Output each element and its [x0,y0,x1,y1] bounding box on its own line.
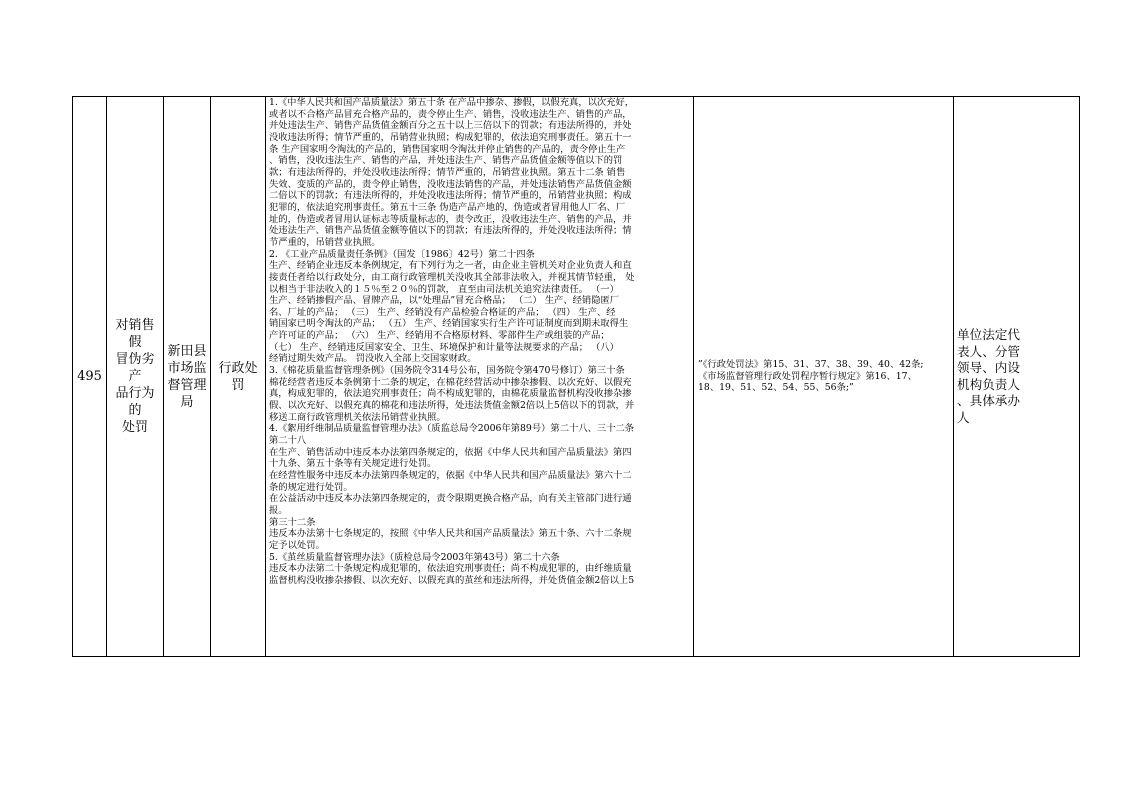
text-line: 失效、变质的产品的，责令停止销售，没收违法销售的产品，并处违法销售产品货值金额 [269,178,632,190]
text-line: 3.《棉花质量监督管理条例》（国务院令314号公布，国务院令第470号修订）第三十条 [269,365,625,377]
item-name-cell [107,97,164,657]
text-line: 市场监 [167,360,207,376]
category-label [214,360,262,394]
text-line: 条的规定进行处罚。 [269,481,353,493]
text-line: （七） 生产、经销违反国家安全、卫生、环境保护和计量等法规要求的产品； （八） [269,341,619,353]
text-line: 经销过期失效产品。 罚没收入全部上交国家财政。 [269,353,477,365]
text-line: 报。 [269,504,288,516]
text-line: 5.《茧丝质量监督管理办法》（质检总局令2003年第43号）第二十六条 [269,551,560,563]
text-line: 在生产、销售活动中违反本办法第四条规定的，依据《中华人民共和国产品质量法》第四 [269,446,632,458]
text-line: 址的，伪造或者冒用认证标志等质量标志的，责令改正，没收违法生产、销售的产品，并 [269,213,632,225]
row-number: 495 [73,97,107,657]
responsible-party-cell [954,97,1080,657]
text-line: 人 [957,409,970,425]
department-cell [164,97,211,657]
text-line: 处罚 [121,420,148,435]
text-line: 罚 [231,377,245,393]
text-line: 、具体承办 [957,393,1020,408]
text-line: 机构负责人 [957,376,1020,392]
responsible-party-text [957,327,1076,426]
text-line: 条 生产国家明令淘汰的产品的，销售国家明令淘汰并停止销售的产品的，责令停止生产 [269,143,626,155]
text-line: 产许可证的产品； （六） 生产、经销用不合格原材料、零部件生产或组装的产品； [269,330,610,342]
text-line: 没收违法所得；情节严重的，吊销营业执照；构成犯罪的，依法追究刑事责任。第五十一 [269,131,632,143]
text-line: 接责任者给以行政处分，由工商行政管理机关没收其全部非法收入，并视其情节轻重， 处 [269,271,635,283]
table-row [73,97,1080,657]
text-line: 违反本办法第十七条规定的，按照《中华人民共和国产品质量法》第五十条、六十二条规 [269,528,632,540]
legal-basis-cell [266,97,694,657]
text-line: 第三十二条 [269,516,316,528]
text-line: 节严重的，吊销营业执照。 [269,236,381,248]
text-line: 生产、经销掺假产品、冒牌产品，以“处理品”冒充合格品； （二） 生产、经销隐匿厂 [269,295,620,307]
text-line: 并处违法生产、销售产品货值金额百分之五十以上三倍以下的罚款；有违法所得的，并处 [269,120,632,132]
discretion-standard-cell [694,97,954,657]
text-line: 表人、分管 [957,343,1020,359]
text-line: 真，构成犯罪的，依法追究刑事责任；尚不构成犯罪的，由棉花质量监督机构没收掺杂掺 [269,388,632,400]
discretion-standard-text [698,359,949,393]
text-line: 销国家已明令淘汰的产品； （五） 生产、经销国家实行生产许可证制度而到期未取得生 [269,318,629,330]
text-line: 2. 《工业产品质量责任条例》（国发〔1986〕42号）第二十四条 [269,248,535,260]
text-line: 局 [180,394,194,410]
text-line: 犯罪的，依法追究刑事责任。第五十三条 伪造产品产地的，伪造或者冒用他人厂名、厂 [269,201,626,213]
text-line: 款；有违法所得的，并处没收违法所得；情节严重的，吊销营业执照。第五十二条 销售 [269,166,626,178]
text-line: 处违法生产、销售产品货值金额等值以下的罚款；有违法所得的，并处没收违法所得；情 [269,225,632,237]
department-name [167,343,207,411]
text-line: 名、厂址的产品； （三） 生产、经销没有产品检验合格证的产品； （四） 生产、经 [269,306,616,318]
text-line: 棉花经营者违反本条例第十二条的规定，在棉花经营活动中掺杂掺假、以次充好、以假充 [269,376,632,388]
text-line: 监督机构没收掺杂掺假、以次充好、以假充真的茧丝和违法所得，并处货值金额2倍以上5 [269,574,635,586]
text-line: 18、19、51、52、54、55、56条;” [698,382,854,394]
text-line: 假、以次充好、以假充真的棉花和违法所得，处违法货值金额2倍以上5倍以下的罚款，并 [269,400,635,412]
legal-basis-text [266,97,693,656]
text-line: 1.《中华人民共和国产品质量法》第五十条 在产品中掺杂、掺假，以假充真，以次充好， [269,97,635,108]
text-line: 、销售，没收违法生产、销售的产品，并处违法生产、销售产品货值金额等值以下的罚 [269,155,623,167]
text-line: 品行为的 [115,386,155,418]
text-line: 十九条、第五十条等有关规定进行处罚。 [269,458,437,470]
text-line: 二倍以下的罚款；有违法所得的，并处没收违法所得；情节严重的，吊销营业执照；构成 [269,190,632,202]
text-line: 定予以处罚。 [269,539,325,551]
text-line: 在公益活动中违反本办法第四条规定的，责令限期更换合格产品，向有关主管部门进行通 [269,493,632,505]
text-line: 领导、内设 [957,360,1020,375]
text-line: 督管理 [167,377,207,393]
text-line: 单位法定代 [957,327,1020,342]
text-line: 移送工商行政管理机关依法吊销营业执照。 [269,411,446,423]
text-line: 4.《絮用纤维制品质量监督管理办法》（质监总局令2006年第89号）第二十八、三十二条 [269,423,635,435]
item-name [110,317,160,436]
text-line: 对销售假 [115,318,155,350]
category-cell [211,97,266,657]
text-line: 行政处 [218,360,258,376]
text-line: 在经营性服务中违反本办法第四条规定的，依据《中华人民共和国产品质量法》第六十二 [269,470,632,481]
text-line: 冒伪劣产 [115,352,155,384]
text-line: 或者以不合格产品冒充合格产品的，责令停止生产、销售，没收违法生产、销售的产品， [269,108,632,120]
text-line: 生产、经销企业违反本条例规定，有下列行为之一者，由企业主管机关对企业负责人和直 [269,260,632,272]
text-line: 违反本办法第二十条规定构成犯罪的，依法追究刑事责任；尚不构成犯罪的，由纤维质量 [269,563,632,575]
text-line: ”《行政处罚法》第15、31、37、38、39、40、42条; [698,359,924,371]
record-table [72,96,1080,657]
text-line: 以相当于非法收入的１５％至２０％的罚款， 直至由司法机关追究法律责任。 （一） [269,283,619,295]
text-line: 第二十八 [269,435,307,447]
text-line: 《市场监督管理行政处罚程序暂行规定》第16、17、 [698,370,917,382]
text-line: 新田县 [167,343,207,359]
